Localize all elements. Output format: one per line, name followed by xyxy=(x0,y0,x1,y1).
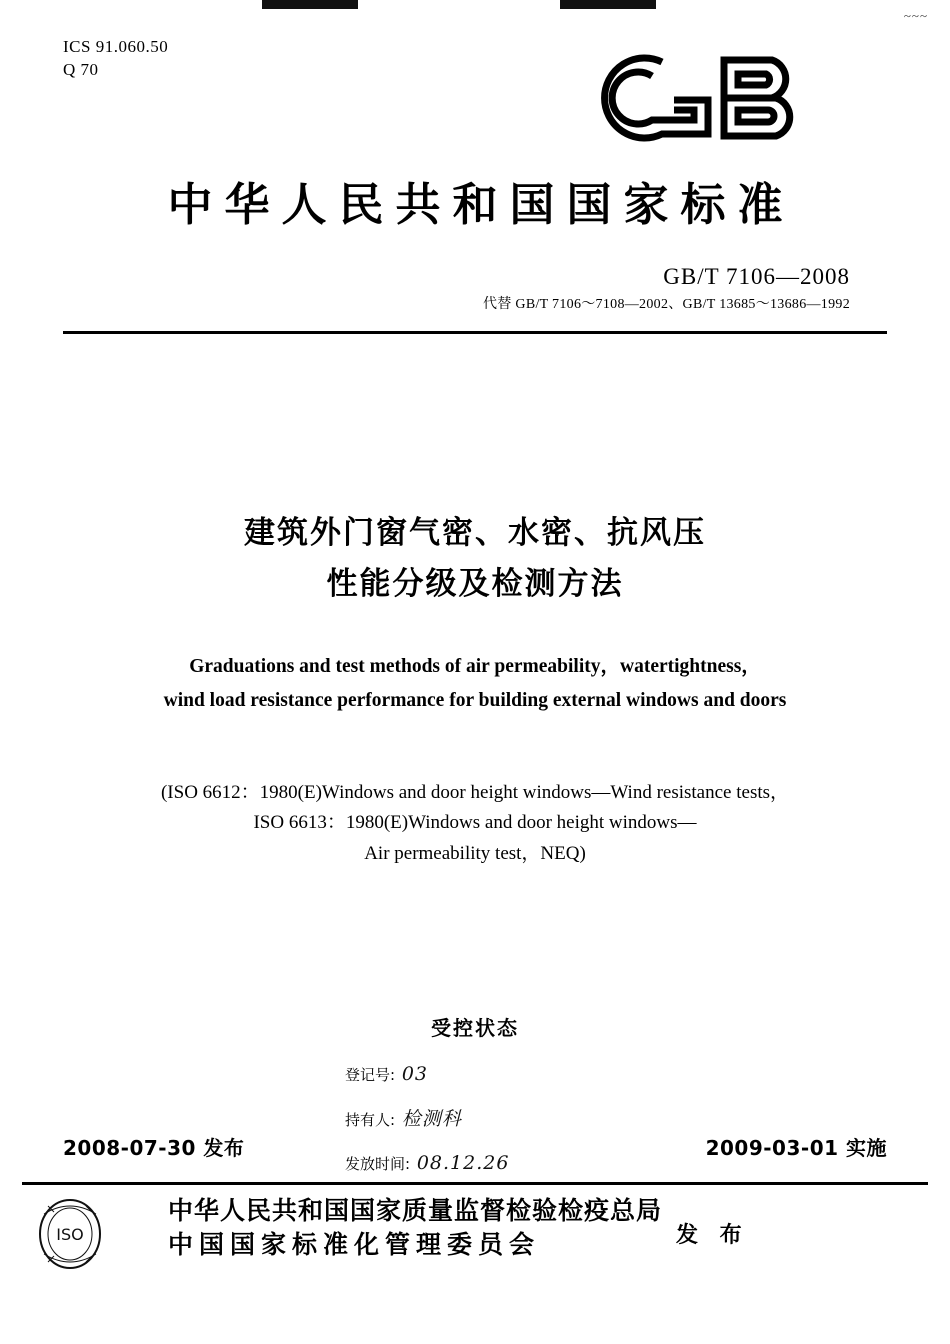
footer-divider xyxy=(22,1182,928,1185)
page-title: 中华人民共和国国家标准 xyxy=(167,178,795,231)
issue-time-value: 08.12.26 xyxy=(416,1152,510,1175)
issuing-authority-line2: 中国国家标准化管理委员会 xyxy=(168,1229,541,1259)
corner-scan-mark: ~~~ xyxy=(903,8,928,23)
document-title-chinese-line2: 性能分级及检测方法 xyxy=(326,566,624,603)
publish-date: 2008-07-30 发布 xyxy=(63,1136,245,1160)
issue-time-field xyxy=(345,1141,509,1186)
issuing-authority-line1: 中华人民共和国国家质量监督检验检疫总局 xyxy=(168,1196,663,1225)
gb-logo-icon xyxy=(600,48,830,148)
document-title-chinese xyxy=(0,508,950,610)
issue-time-label: 发放时间: xyxy=(345,1155,411,1174)
holder-field xyxy=(345,1097,509,1142)
ics-classification-block xyxy=(63,36,168,82)
iso-note-line2: ISO 6613：1980(E)Windows and door height windows— xyxy=(253,812,697,834)
classification-code: Q 70 xyxy=(63,59,99,79)
registration-field xyxy=(345,1052,509,1097)
iso-note-line1: (ISO 6612：1980(E)Windows and door height windows—Wind resistance tests， xyxy=(160,782,790,803)
registration-tick-mark-right xyxy=(560,0,656,9)
registration-value: 03 xyxy=(401,1063,429,1085)
holder-label: 持有人: xyxy=(345,1110,396,1129)
implementation-date: 2009-03-01 实施 xyxy=(705,1136,887,1160)
replaced-standards: 代替 GB/T 7106～7108—2002、GB/T 13685～13686—1992 xyxy=(483,297,850,312)
holder-value: 检测科 xyxy=(401,1107,462,1130)
document-title-english-line1: Graduations and test methods of air permeability，watertightness， xyxy=(189,656,761,677)
controlled-status-label: 受控状态 xyxy=(431,1016,519,1040)
iso-note-line3: Air permeability test，NEQ) xyxy=(364,842,586,864)
registration-tick-mark-left xyxy=(262,0,358,9)
registration-label: 登记号: xyxy=(345,1066,396,1084)
svg-text:ISO: ISO xyxy=(56,1225,84,1244)
header-divider xyxy=(63,331,887,334)
iso-equivalence-note xyxy=(0,778,950,869)
controlled-status-fields xyxy=(345,1052,509,1186)
issuing-authority xyxy=(168,1194,662,1262)
document-title-chinese-line1: 建筑外门窗气密、水密、抗风压 xyxy=(244,515,706,551)
issue-word: 发 布 xyxy=(676,1223,749,1248)
standard-number: GB/T 7106—2008 xyxy=(663,264,850,289)
document-title-english xyxy=(0,650,950,718)
document-title-english-line2: wind load resistance performance for building external windows and doors xyxy=(163,690,787,712)
ics-number: ICS 91.060.50 xyxy=(63,37,169,56)
official-seal-icon xyxy=(34,1196,106,1274)
